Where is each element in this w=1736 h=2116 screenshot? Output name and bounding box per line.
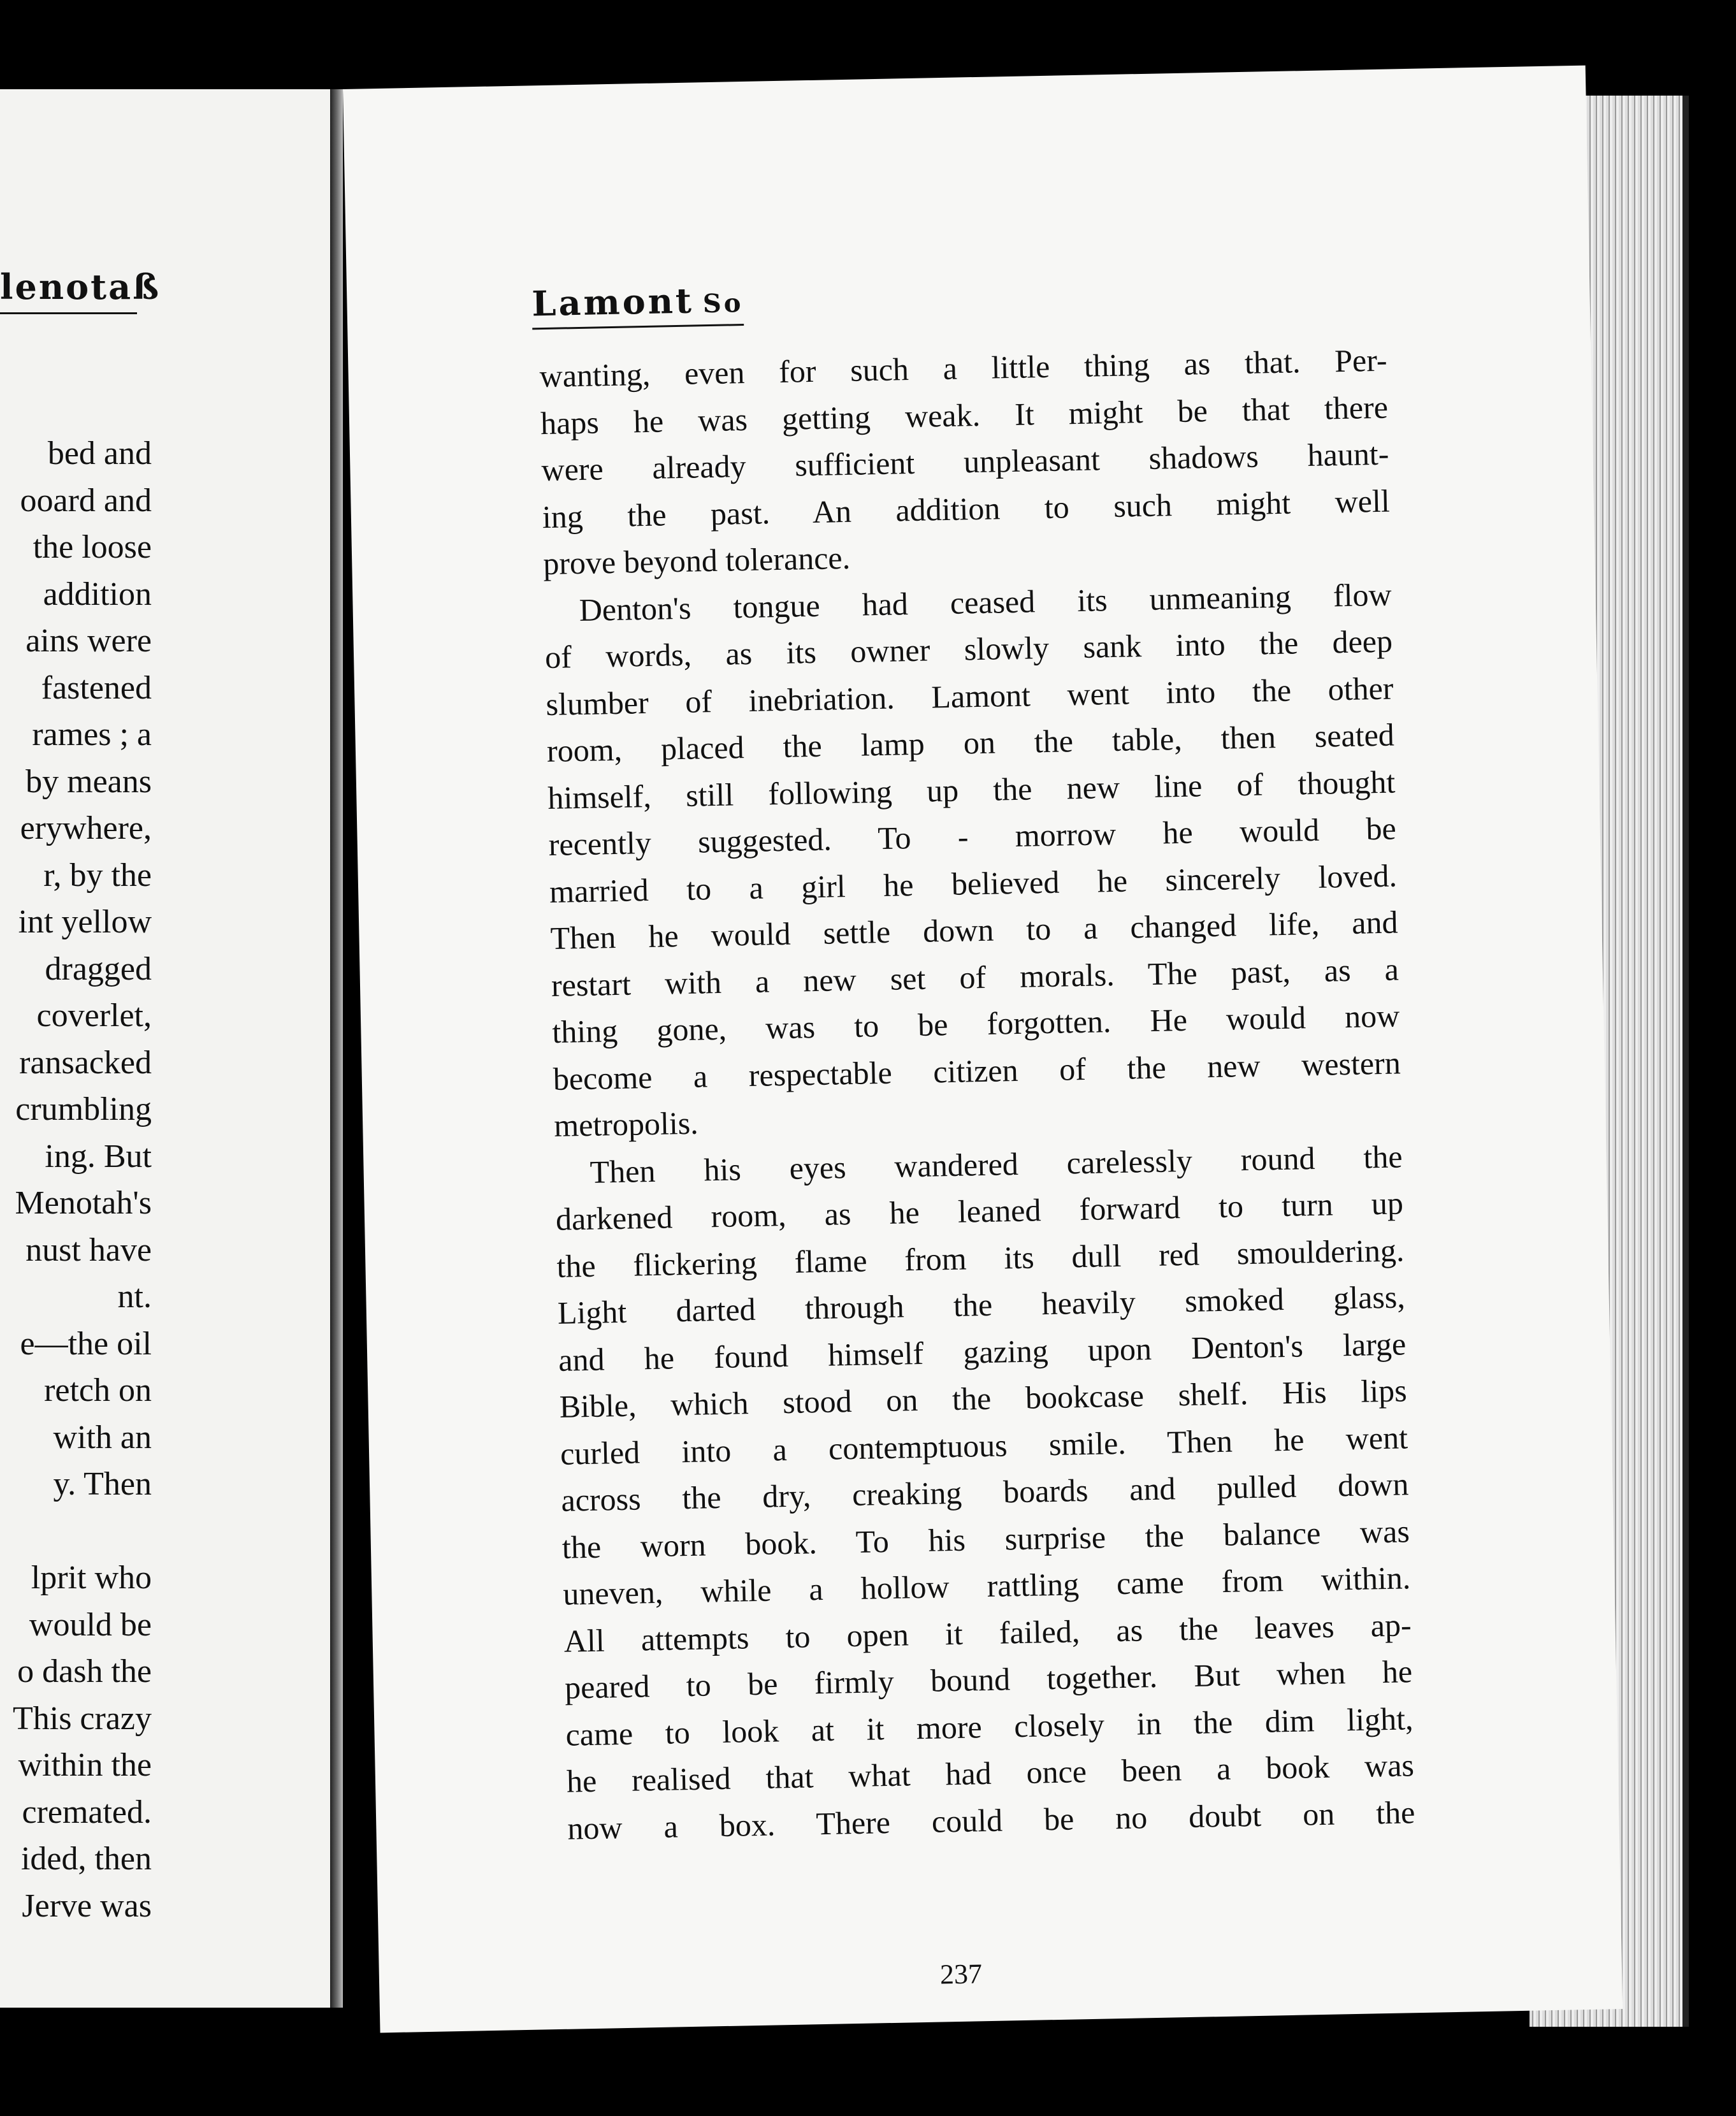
left-text-line: with an (53, 1419, 152, 1456)
text-line: Then he would settle down to a changed life, and (550, 904, 1398, 956)
left-text-line: coverlet, (36, 997, 152, 1034)
text-line: across the dry, creaking boards and pulled down (561, 1466, 1409, 1518)
left-text-line: bed and (47, 435, 152, 472)
text-line: the flickering flame from its dull red smouldering. (556, 1231, 1405, 1284)
text-line: thing gone, was to be forgotten. He would now (551, 997, 1400, 1050)
left-text-line: This crazy (12, 1700, 152, 1737)
text-line: Bible, which stood on the bookcase shelf. His lips (559, 1372, 1408, 1424)
text-line: himself, still following up the new line of thought (547, 764, 1396, 816)
left-text-line: within the (18, 1747, 152, 1783)
left-text-line: ided, then (20, 1841, 152, 1877)
left-text-line (0, 1508, 152, 1555)
text-line: peared to be firmly bound together. But when he (564, 1653, 1413, 1706)
left-text-line: o dash the (17, 1653, 152, 1690)
left-running-head: lenotaß (0, 266, 137, 314)
left-text-line: dragged (45, 950, 152, 987)
left-text-line: ing. But (45, 1138, 152, 1175)
left-text-line: the loose (33, 529, 152, 565)
text-line: All attempts to open it failed, as the leaves ap- (563, 1606, 1412, 1659)
text-line: of words, as its owner slowly sank into the deep (544, 623, 1393, 676)
left-text-line: y. Then (53, 1466, 152, 1502)
left-page-text (0, 430, 152, 1929)
text-line: darkened room, as he leaned forward to turn up (555, 1185, 1404, 1237)
left-text-line: lprit who (31, 1560, 152, 1596)
text-line: Then his eyes wandered carelessly round the (590, 1138, 1403, 1190)
book-gutter (330, 89, 343, 2008)
left-text-line: ransacked (19, 1044, 152, 1081)
left-text-line: nust have (25, 1231, 152, 1268)
left-page (0, 89, 334, 2008)
left-text-line: r, by the (43, 857, 152, 894)
text-line: now a box. There could be no doubt on the (567, 1794, 1415, 1846)
text-line: the worn book. To his surprise the balance was (561, 1512, 1410, 1565)
text-line: Light darted through the heavily smoked glass, (557, 1279, 1406, 1331)
left-text-line: int yellow (18, 904, 152, 940)
left-text-line: rames ; a (32, 716, 152, 753)
left-text-line: by means (25, 763, 152, 800)
text-line: slumber of inebriation. Lamont went into the other (546, 670, 1394, 722)
text-line: haps he was getting weak. It might be that there (540, 389, 1389, 441)
text-line: uneven, while a hollow rattling came from within. (562, 1560, 1411, 1612)
text-line: metropolis. (553, 1105, 699, 1143)
left-text-line: Menotah's (15, 1185, 152, 1221)
left-text-line: ains were (25, 623, 152, 659)
text-line: married to a girl he believed he sincerely loved. (549, 857, 1398, 909)
text-line: curled into a contemptuous smile. Then he went (560, 1419, 1408, 1472)
text-line: and he found himself gazing upon Denton's large (558, 1325, 1407, 1378)
text-line: Denton's tongue had ceased its unmeaning flow (579, 576, 1392, 628)
body-text (539, 337, 1415, 1852)
text-line: prove beyond tolerance. (542, 539, 851, 582)
running-head (532, 279, 744, 330)
left-text-line: fastened (41, 669, 152, 706)
left-text-line: cremated. (22, 1794, 152, 1830)
text-line: ing the past. An addition to such might well (542, 482, 1391, 535)
text-line: he realised that what had once been a book was (566, 1747, 1415, 1799)
text-line: recently suggested. To - morrow he would be (548, 810, 1397, 863)
left-text-line: Jerve was (22, 1887, 152, 1924)
left-text-line: retch on (44, 1372, 152, 1409)
left-text-line: would be (29, 1606, 152, 1643)
left-text-line: crumbling (15, 1091, 152, 1127)
text-line: room, placed the lamp on the table, then seated (546, 716, 1395, 769)
left-text-line: e—the oil (20, 1325, 152, 1362)
running-head-ornament: So (702, 288, 744, 319)
page-number: 237 (939, 1958, 983, 1990)
right-page (343, 66, 1623, 2033)
running-head-title: Lamont (531, 280, 695, 324)
text-line: were already sufficient unpleasant shadows haunt- (540, 435, 1389, 488)
left-text-line: nt. (117, 1279, 152, 1315)
text-line: restart with a new set of morals. The past, as a (551, 950, 1400, 1003)
left-text-line: addition (43, 576, 152, 612)
text-line: become a respectable citizen of the new western (553, 1044, 1401, 1097)
left-text-line: ooard and (20, 482, 152, 519)
text-line: came to look at it more closely in the dim light, (565, 1700, 1414, 1753)
left-text-line: erywhere, (20, 810, 152, 846)
text-line: wanting, even for such a little thing as that. Per- (539, 342, 1387, 395)
